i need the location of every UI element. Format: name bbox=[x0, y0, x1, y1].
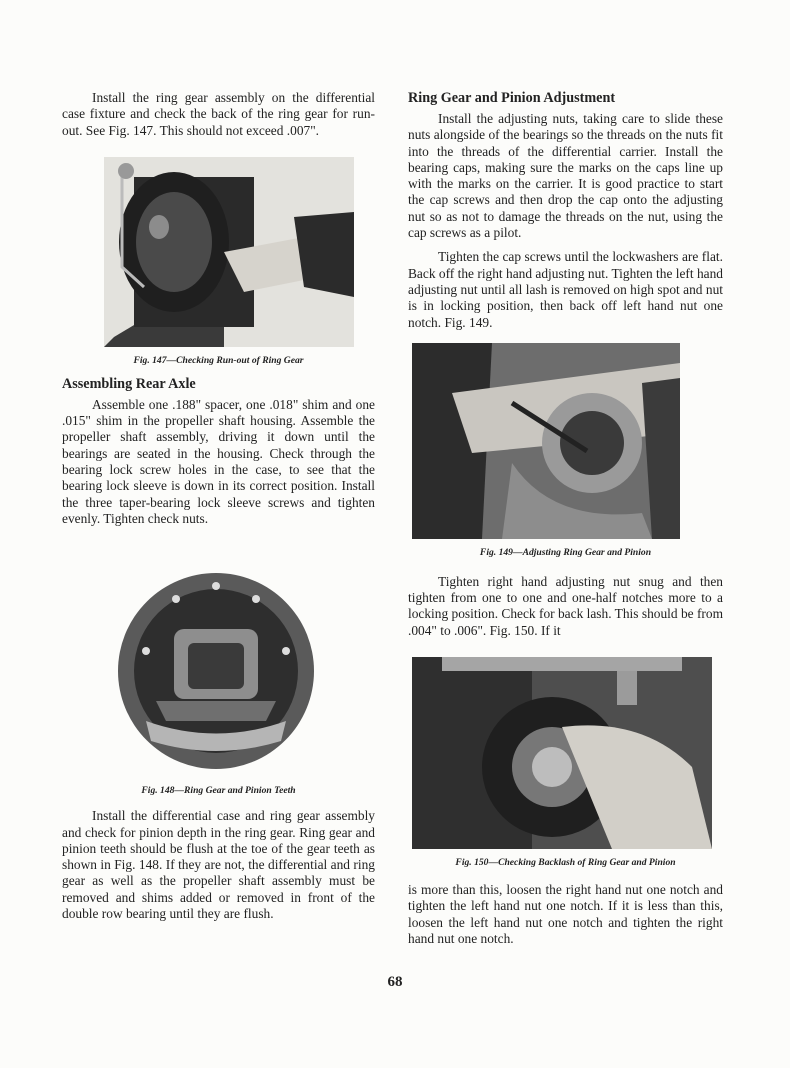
tighten-right-nut-instructions: Tighten right hand adjusting nut snug and then tighten from one to one and one-half notches more to a locking position. Check for back lash. This should be from .004" to .006". Fig. 150. If it bbox=[408, 573, 723, 638]
pinion-depth-instructions: Install the differential case and ring gear assembly and check for pinion depth in the ring gear. Ring gear and pinion teeth should be flush at the toe of the gear teeth as shown in Fig. 148. If they are not, the differential and ring gear as well as the propeller shaft assembly must be removed and shims added or removed in front of the double row bearing until they are flush. bbox=[62, 808, 375, 922]
fig-150-photo bbox=[412, 657, 712, 849]
fig-147-caption: Fig. 147—Checking Run-out of Ring Gear bbox=[133, 354, 304, 366]
left-column bbox=[62, 90, 375, 922]
ring-gear-pinion-adjustment-heading: Ring Gear and Pinion Adjustment bbox=[408, 90, 616, 106]
page-number: 68 bbox=[387, 974, 403, 990]
backlash-adjustment-instructions: is more than this, loosen the right hand nut one notch and tighten the left hand nut one notch. If it is less than this, loosen the left hand nut one notch and tighten the right hand nut one notch. bbox=[408, 882, 723, 946]
runout-instruction: Install the ring gear assembly on the differential case fixture and check the back of the ring gear for run-out. See Fig. 147. This should not exceed .007". bbox=[62, 90, 375, 138]
cap-screws-instructions: Tighten the cap screws until the lockwashers are flat. Back off the right hand adjusting nut. Tighten the left hand adjusting nut until all lash is removed on high spot and nut is in locking position, then back off left hand nut one notch. Fig. 149. bbox=[408, 249, 723, 330]
fig-149-photo bbox=[412, 343, 680, 539]
assembly-instructions: Assemble one .188" spacer, one .018" shim and one .015" shim in the propeller shaft housing. Assemble the propeller shaft assembly, driving it down until the bearings are seated in the housing. Check through the bearing lock screw holes in the case, to see that the bearing lock sleeve is down in its correct position. Install the three taper-bearing lock sleeve screws and tighten evenly. Tighten check nuts. bbox=[62, 396, 375, 526]
right-column bbox=[408, 90, 723, 947]
fig-147-photo bbox=[104, 157, 354, 347]
fig-148-photo bbox=[116, 571, 316, 771]
adjusting-nuts-instructions: Install the adjusting nuts, taking care to slide these nuts alongside of the bearings so the threads on the nuts fit into the threads of the differential carrier. Install the bearing caps, making sure the marks on the caps line up with the marks on the carrier. It is good practice to start the cap screws and then drop the cap onto the adjusting nut so as not to damage the threads on the nut, using the cap screws as a pilot. bbox=[408, 111, 723, 241]
fig-149-caption: Fig. 149—Adjusting Ring Gear and Pinion bbox=[479, 546, 652, 558]
assembling-rear-axle-heading: Assembling Rear Axle bbox=[62, 375, 196, 392]
fig-150-caption: Fig. 150—Checking Backlash of Ring Gear and Pinion bbox=[455, 857, 676, 869]
fig-148-caption: Fig. 148—Ring Gear and Pinion Teeth bbox=[141, 785, 296, 797]
